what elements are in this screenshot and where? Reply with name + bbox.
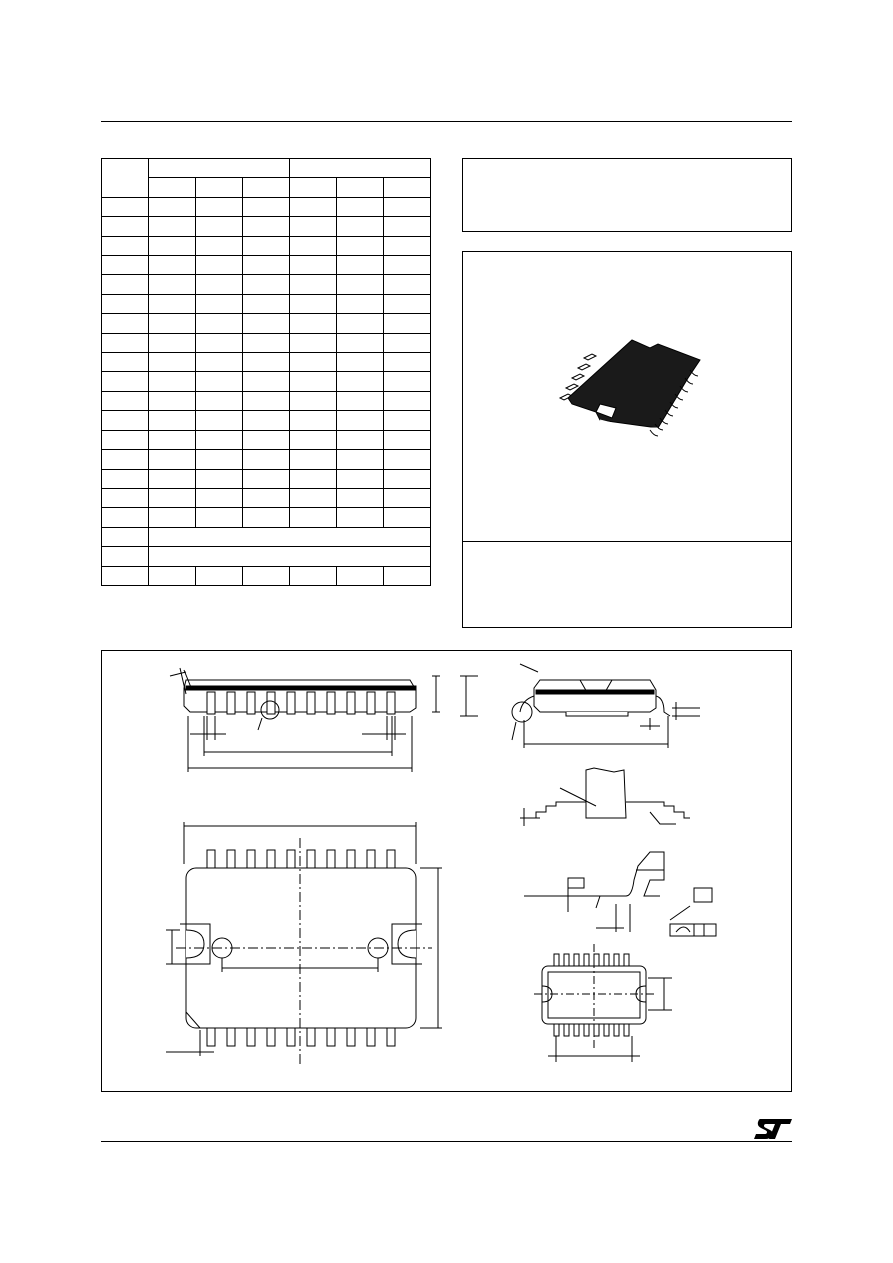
table-cell xyxy=(337,488,384,507)
table-cell xyxy=(196,469,243,488)
table-cell xyxy=(149,275,196,294)
table-row xyxy=(102,372,431,391)
table-cell xyxy=(243,488,290,507)
table-cell xyxy=(196,450,243,469)
table-cell xyxy=(149,547,431,566)
table-cell xyxy=(102,236,149,255)
table-cell xyxy=(196,256,243,275)
table-row xyxy=(102,469,431,488)
table-row xyxy=(102,294,431,313)
table-row xyxy=(102,547,431,566)
table-cell xyxy=(384,275,431,294)
table-cell xyxy=(149,333,196,352)
table-cell xyxy=(337,430,384,449)
table-row xyxy=(102,275,431,294)
table-cell xyxy=(384,411,431,430)
table-cell xyxy=(290,256,337,275)
table-cell xyxy=(196,314,243,333)
table-cell xyxy=(290,450,337,469)
table-cell xyxy=(102,450,149,469)
table-cell xyxy=(243,391,290,410)
table-cell xyxy=(290,469,337,488)
table-cell xyxy=(290,178,337,197)
table-cell xyxy=(384,488,431,507)
table-cell xyxy=(290,353,337,372)
table-cell xyxy=(290,411,337,430)
table-row xyxy=(102,256,431,275)
package-image-box xyxy=(462,251,792,628)
table-cell xyxy=(243,197,290,216)
table-row xyxy=(102,217,431,236)
table-cell xyxy=(243,450,290,469)
table-row xyxy=(102,333,431,352)
table-cell xyxy=(149,372,196,391)
table-cell xyxy=(102,159,149,198)
table-cell xyxy=(196,217,243,236)
table-row xyxy=(102,411,431,430)
table-cell xyxy=(337,450,384,469)
table-cell xyxy=(149,314,196,333)
table-cell xyxy=(102,469,149,488)
table-cell xyxy=(290,314,337,333)
table-cell xyxy=(337,197,384,216)
table-cell xyxy=(290,391,337,410)
table-cell xyxy=(149,236,196,255)
table-cell xyxy=(243,217,290,236)
table-cell xyxy=(384,353,431,372)
table-cell xyxy=(243,256,290,275)
footer-rule xyxy=(101,1141,792,1142)
table-cell xyxy=(290,488,337,507)
table-cell xyxy=(149,411,196,430)
table-cell xyxy=(243,411,290,430)
table-cell xyxy=(196,353,243,372)
table-cell xyxy=(290,430,337,449)
table-cell xyxy=(337,353,384,372)
table-cell xyxy=(337,236,384,255)
table-cell xyxy=(243,430,290,449)
table-cell xyxy=(196,333,243,352)
table-row xyxy=(102,508,431,527)
table-cell xyxy=(102,353,149,372)
table-cell xyxy=(196,508,243,527)
table-cell xyxy=(384,197,431,216)
table-row xyxy=(102,178,431,197)
table-cell xyxy=(337,411,384,430)
table-cell xyxy=(149,217,196,236)
table-cell xyxy=(243,469,290,488)
table-cell xyxy=(149,527,431,546)
table-cell xyxy=(149,391,196,410)
table-cell xyxy=(102,527,149,546)
table-cell xyxy=(196,391,243,410)
table-cell xyxy=(243,333,290,352)
table-cell xyxy=(196,566,243,585)
table-cell xyxy=(384,469,431,488)
dimension-table xyxy=(101,158,431,586)
table-cell xyxy=(384,450,431,469)
table-cell xyxy=(102,372,149,391)
table-cell xyxy=(243,353,290,372)
table-cell xyxy=(149,488,196,507)
table-cell xyxy=(290,197,337,216)
table-cell xyxy=(243,508,290,527)
table-cell xyxy=(196,236,243,255)
table-cell xyxy=(290,566,337,585)
table-cell xyxy=(196,372,243,391)
table-cell xyxy=(384,391,431,410)
table-cell xyxy=(196,488,243,507)
table-cell xyxy=(337,372,384,391)
table-cell xyxy=(337,333,384,352)
table-cell xyxy=(290,333,337,352)
table-cell xyxy=(384,314,431,333)
table-cell xyxy=(149,159,290,178)
table-cell xyxy=(290,372,337,391)
table-cell xyxy=(149,450,196,469)
table-row xyxy=(102,236,431,255)
table-cell xyxy=(196,275,243,294)
table-cell xyxy=(290,159,431,178)
table-cell xyxy=(243,372,290,391)
table-row xyxy=(102,450,431,469)
table-cell xyxy=(243,566,290,585)
table-cell xyxy=(102,275,149,294)
table-cell xyxy=(290,508,337,527)
table-cell xyxy=(102,411,149,430)
table-cell xyxy=(149,508,196,527)
table-cell xyxy=(149,469,196,488)
table-cell xyxy=(337,256,384,275)
table-row xyxy=(102,488,431,507)
table-cell xyxy=(149,353,196,372)
table-cell xyxy=(196,430,243,449)
table-cell xyxy=(149,197,196,216)
table-cell xyxy=(102,314,149,333)
table-cell xyxy=(384,566,431,585)
table-cell xyxy=(196,411,243,430)
table-cell xyxy=(384,333,431,352)
table-cell xyxy=(243,236,290,255)
table-row xyxy=(102,197,431,216)
table-cell xyxy=(102,430,149,449)
table-cell xyxy=(102,256,149,275)
table-cell xyxy=(290,217,337,236)
table-cell xyxy=(337,469,384,488)
table-cell xyxy=(384,372,431,391)
table-cell xyxy=(337,294,384,313)
table-cell xyxy=(290,236,337,255)
table-cell xyxy=(337,178,384,197)
table-cell xyxy=(384,178,431,197)
table-cell xyxy=(384,217,431,236)
table-cell xyxy=(290,294,337,313)
table-cell xyxy=(102,333,149,352)
table-cell xyxy=(196,294,243,313)
table-cell xyxy=(102,566,149,585)
table-cell xyxy=(102,508,149,527)
table-cell xyxy=(337,217,384,236)
table-cell xyxy=(102,197,149,216)
table-cell xyxy=(384,256,431,275)
package-title-box xyxy=(462,158,792,232)
table-cell xyxy=(337,566,384,585)
table-cell xyxy=(243,178,290,197)
table-cell xyxy=(384,430,431,449)
table-cell xyxy=(337,391,384,410)
table-cell xyxy=(384,508,431,527)
table-cell xyxy=(243,294,290,313)
table-row xyxy=(102,430,431,449)
table-cell xyxy=(149,294,196,313)
table-cell xyxy=(149,566,196,585)
table-cell xyxy=(102,488,149,507)
table-cell xyxy=(290,275,337,294)
table-cell xyxy=(337,508,384,527)
st-logo xyxy=(752,1117,794,1141)
table-cell xyxy=(196,197,243,216)
package-caption-divider xyxy=(463,541,791,542)
table-cell xyxy=(337,275,384,294)
table-cell xyxy=(102,217,149,236)
table-cell xyxy=(102,547,149,566)
table-row xyxy=(102,527,431,546)
table-cell xyxy=(243,314,290,333)
table-row xyxy=(102,391,431,410)
table-cell xyxy=(196,178,243,197)
outline-drawing-box xyxy=(101,650,792,1092)
table-row xyxy=(102,566,431,585)
table-cell xyxy=(384,294,431,313)
table-cell xyxy=(102,391,149,410)
table-cell xyxy=(243,275,290,294)
table-row xyxy=(102,314,431,333)
table-cell xyxy=(149,256,196,275)
table-cell xyxy=(102,294,149,313)
table-row xyxy=(102,353,431,372)
table-cell xyxy=(337,314,384,333)
header-rule xyxy=(101,121,792,122)
table-row xyxy=(102,159,431,178)
table-cell xyxy=(149,430,196,449)
table-cell xyxy=(149,178,196,197)
table-cell xyxy=(384,236,431,255)
